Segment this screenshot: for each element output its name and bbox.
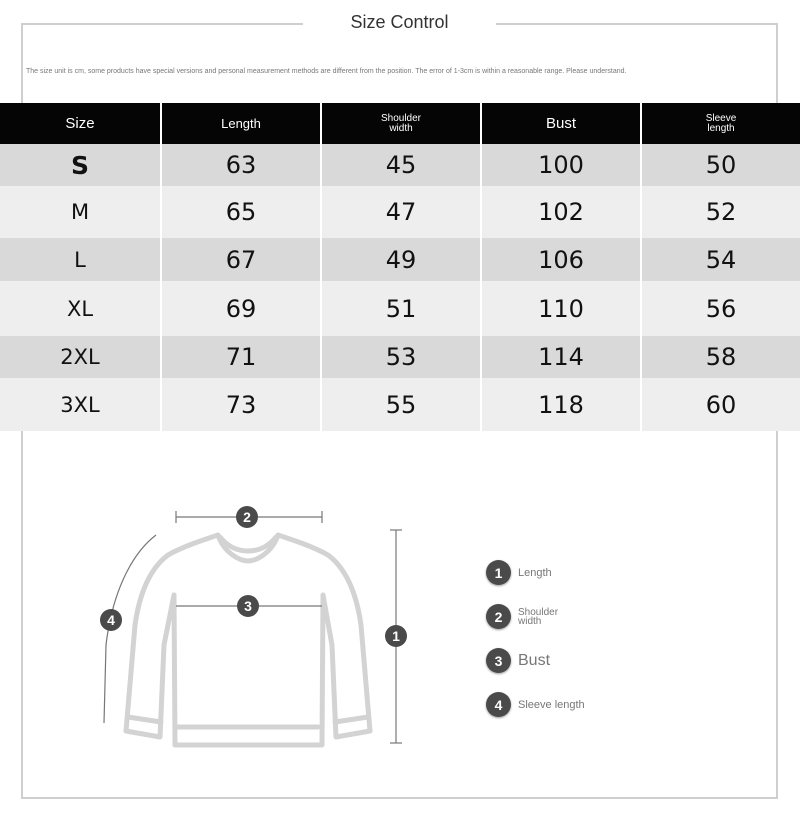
legend-label-length: Length [518, 566, 552, 579]
cell-length: 69 [161, 281, 321, 336]
table-row [0, 336, 800, 378]
cell-sleeve: 54 [641, 238, 800, 281]
cell-sleeve: 60 [641, 378, 800, 431]
header-bust: Bust [481, 103, 641, 144]
table-header-row [0, 103, 800, 144]
legend-item-bust [486, 648, 550, 673]
legend-label-bust: Bust [518, 651, 551, 669]
marker-2-group [236, 506, 258, 528]
cell-shoulder: 49 [321, 238, 481, 281]
page-title: Size Control [350, 12, 449, 32]
cell-size: 3XL [0, 378, 161, 431]
cell-size: 2XL [0, 336, 161, 378]
cell-bust: 110 [481, 281, 641, 336]
cell-sleeve: 56 [641, 281, 800, 336]
header-sleeve-line1: Sleeve [705, 112, 737, 124]
cell-bust: 106 [481, 238, 641, 281]
legend-marker-2: 2 [486, 604, 511, 629]
table-row [0, 144, 800, 186]
legend-item-shoulder [486, 604, 558, 629]
cell-shoulder: 55 [321, 378, 481, 431]
cell-shoulder: 51 [321, 281, 481, 336]
cell-bust: 114 [481, 336, 641, 378]
size-table [0, 103, 800, 431]
legend-label-shoulder-line1: Shoulder [518, 606, 559, 618]
cell-bust: 100 [481, 144, 641, 186]
legend-marker-4: 4 [486, 692, 511, 717]
cell-length: 65 [161, 186, 321, 238]
sweater-outline [126, 535, 370, 745]
marker-3-group [237, 595, 259, 617]
cell-size: S [0, 144, 161, 186]
cell-sleeve: 50 [641, 144, 800, 186]
table-row [0, 281, 800, 336]
cell-bust: 118 [481, 378, 641, 431]
legend-marker-3: 3 [486, 648, 511, 673]
cell-length: 73 [161, 378, 321, 431]
header-length-label: Length [221, 116, 261, 131]
marker-2-label: 2 [243, 509, 251, 525]
cell-length: 63 [161, 144, 321, 186]
legend-label-shoulder-line2: width [518, 615, 542, 627]
marker-4-label: 4 [107, 612, 115, 628]
legend-item-sleeve [486, 692, 585, 717]
sweater-diagram [90, 495, 420, 755]
legend-item-length [486, 560, 552, 585]
header-shoulder-line1: Shoulder [380, 112, 422, 124]
marker-1-group [385, 625, 407, 647]
table-row [0, 186, 800, 238]
cell-shoulder: 45 [321, 144, 481, 186]
header-sleeve-line2: length [707, 122, 735, 134]
legend-label-shoulder [518, 608, 558, 626]
table-row [0, 238, 800, 281]
cell-sleeve: 58 [641, 336, 800, 378]
header-size: Size [0, 103, 161, 144]
header-shoulder-line2: width [389, 122, 413, 134]
cell-size: L [0, 238, 161, 281]
header-shoulder [321, 103, 481, 144]
cell-size: XL [0, 281, 161, 336]
header-length [161, 103, 321, 144]
header-sleeve [641, 103, 800, 144]
table-row [0, 378, 800, 431]
cell-size: M [0, 186, 161, 238]
cell-bust: 102 [481, 186, 641, 238]
cell-length: 67 [161, 238, 321, 281]
marker-4-group [100, 609, 122, 631]
marker-3-label: 3 [244, 598, 252, 614]
cell-shoulder: 53 [321, 336, 481, 378]
size-note: The size unit is cm, some products have special versions and personal measurement methods are different from the position. The error of 1-3cm is within a reasonable range. Please understand. [26, 68, 627, 75]
cell-shoulder: 47 [321, 186, 481, 238]
cell-sleeve: 52 [641, 186, 800, 238]
legend-marker-1: 1 [486, 560, 511, 585]
legend-label-sleeve: Sleeve length [518, 698, 585, 711]
cell-length: 71 [161, 336, 321, 378]
marker-1-label: 1 [392, 628, 400, 644]
